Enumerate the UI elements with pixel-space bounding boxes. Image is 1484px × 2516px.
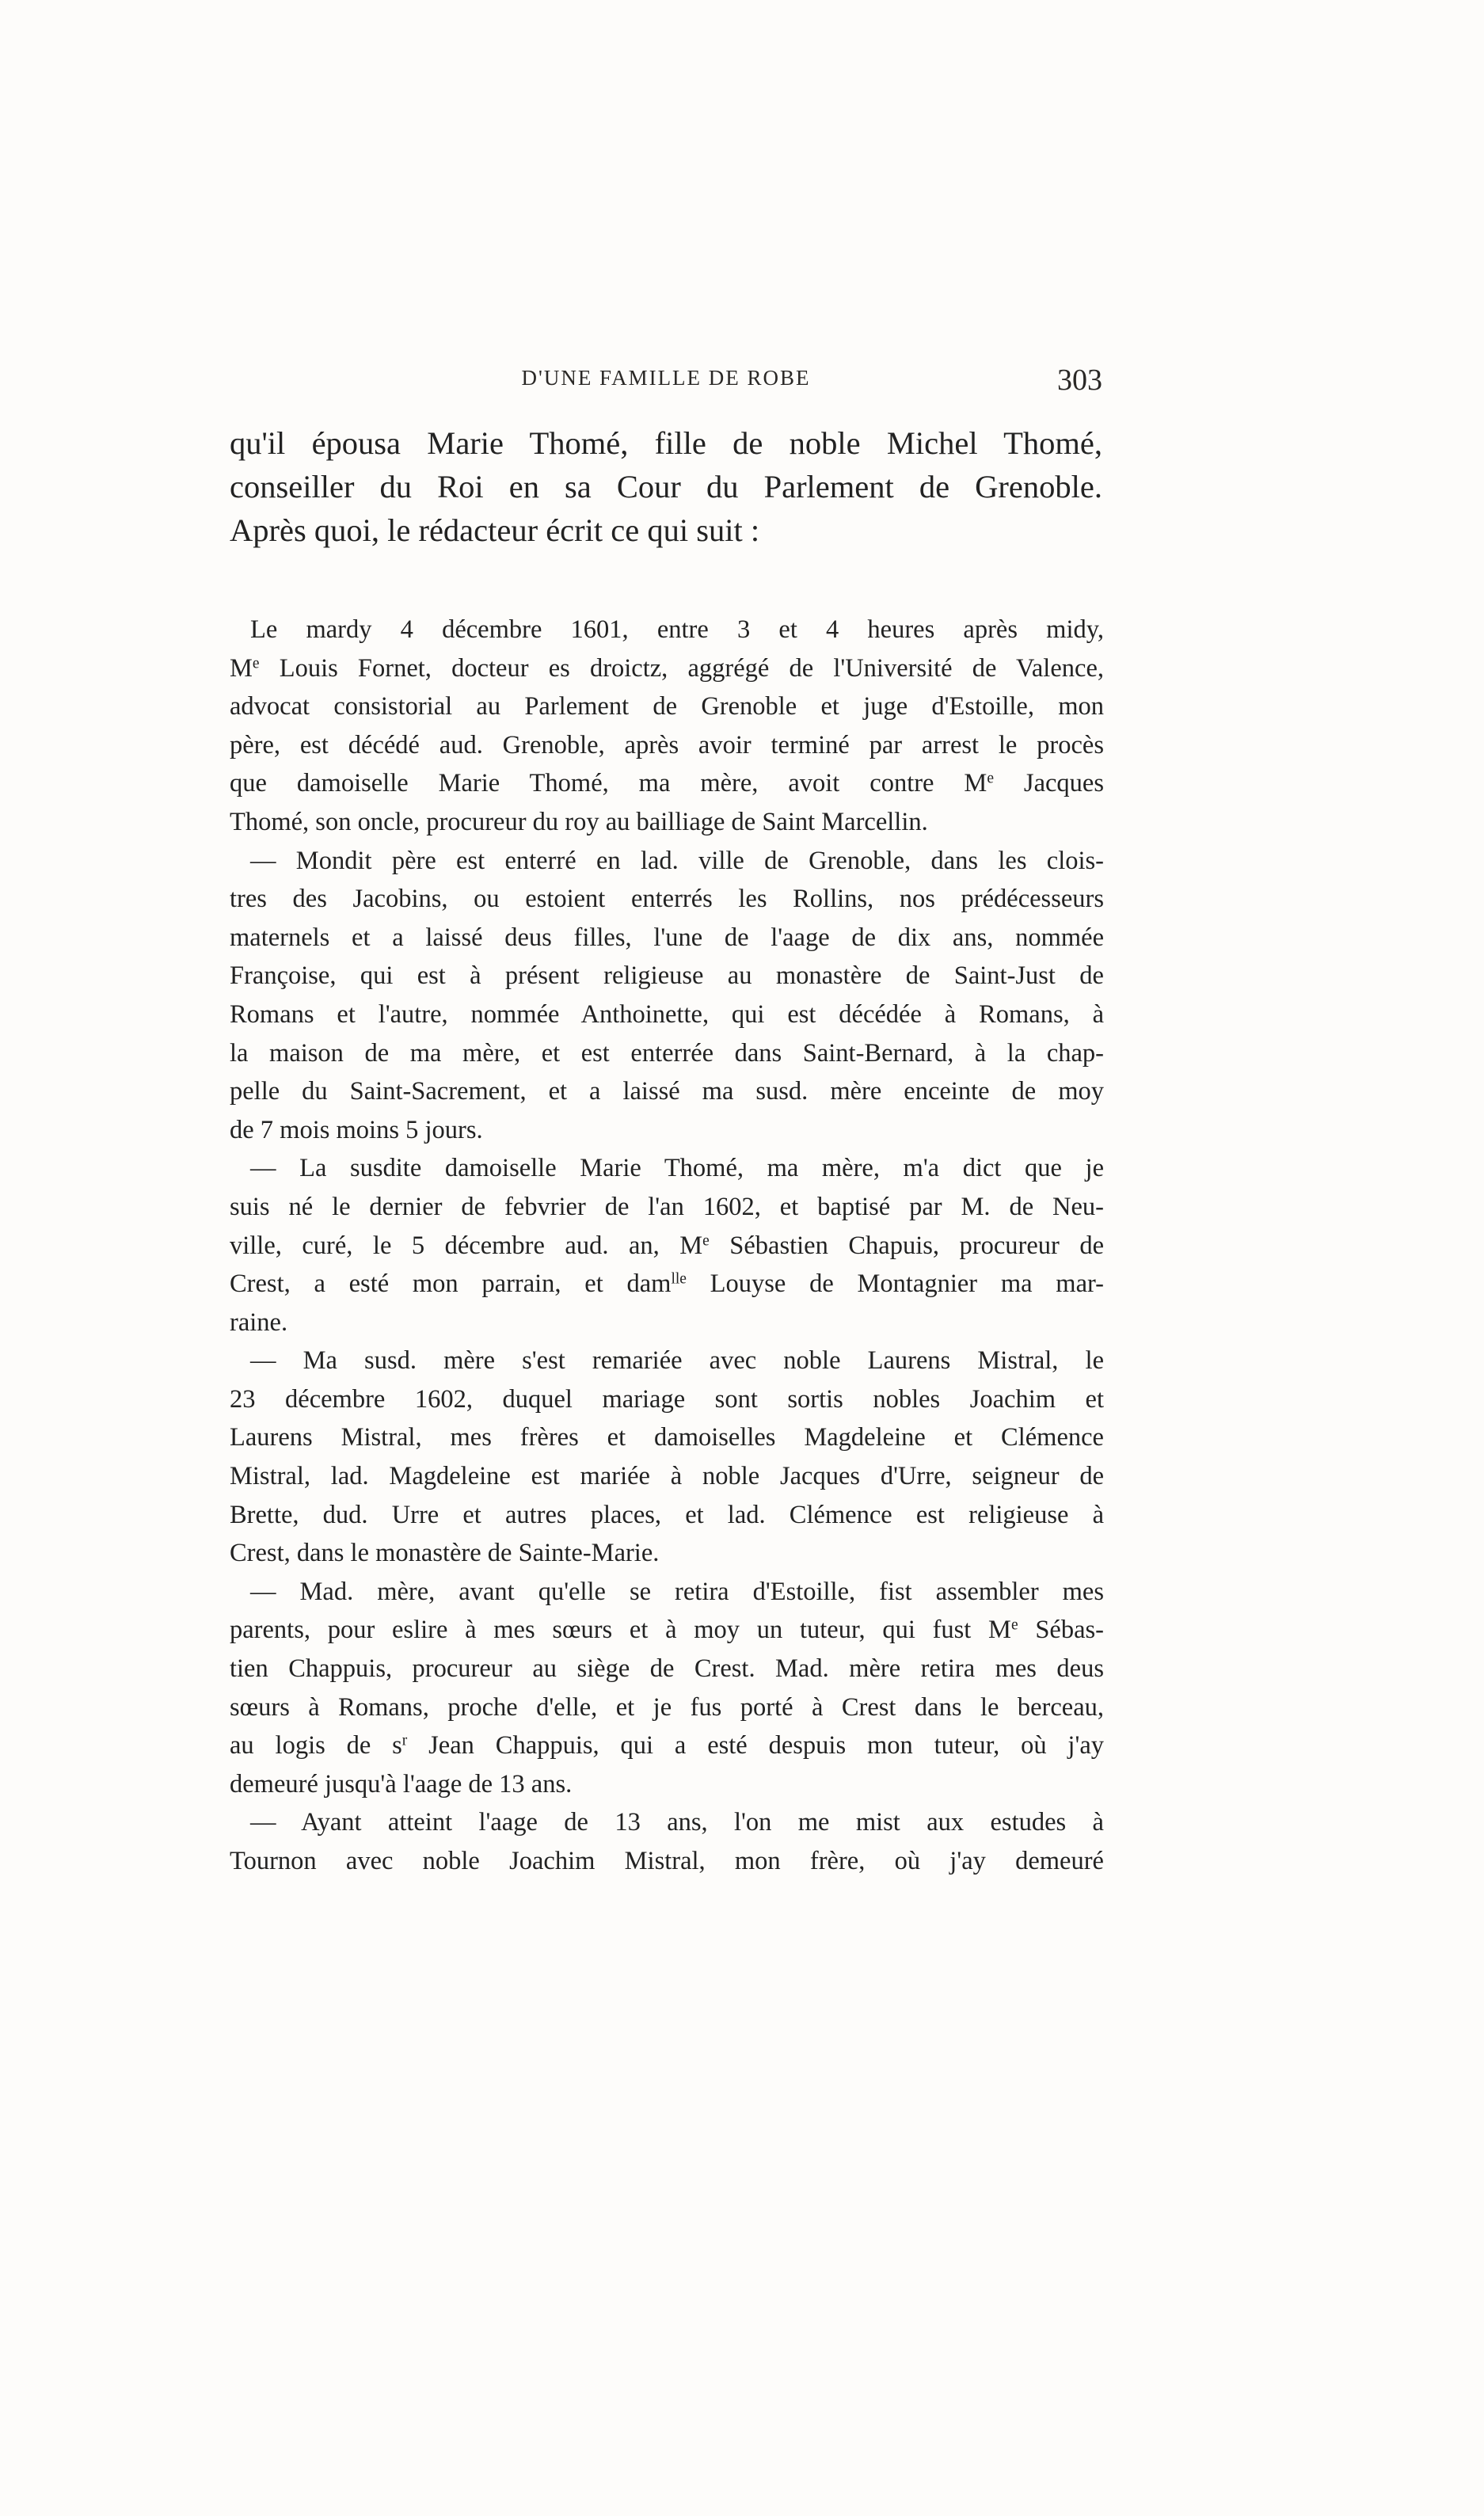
intro-line: Après quoi, le rédacteur écrit ce qui suit : [230,512,760,548]
text-line: parents, pour eslire à mes sœurs et à moy un tuteur, qui fust Me Sébas- [230,1616,1104,1645]
paragraph [230,1149,1104,1342]
text-line: Le mardy 4 décembre 1601, entre 3 et 4 heures après midy, [250,615,1104,644]
text-line: demeuré jusqu'à l'aage de 13 ans. [230,1769,573,1799]
text-line: — Ayant atteint l'aage de 13 ans, l'on me mist aux estudes à [250,1808,1104,1837]
text-line: Crest, a esté mon parrain, et dam$^{lle}$ Louyse de Montagnier ma mar- [230,1269,1104,1299]
running-title: D'UNE FAMILLE DE ROBE [521,366,811,390]
page-number: 303 [1057,364,1102,397]
text-line: Crest, dans le monastère de Sainte-Marie. [230,1539,660,1568]
text-line: que damoiselle Marie Thomé, ma mère, avoit contre Me Jacques [230,769,1104,798]
intro-line: qu'il épousa Marie Thomé, fille de noble Michel Thomé, [230,425,1102,461]
intro-paragraph [230,421,1102,552]
text-line: pelle du Saint-Sacrement, et a laissé ma susd. mère enceinte de moy [230,1077,1104,1106]
text-line: Tournon avec noble Joachim Mistral, mon frère, où j'ay demeuré [230,1847,1104,1875]
quoted-text-block [230,611,1104,1881]
running-head [230,366,1102,413]
text-line: tres des Jacobins, ou estoient enterrés les Rollins, nos prédécesseurs [230,885,1104,914]
text-line: — Mondit père est enterré en lad. ville de Grenoble, dans les clois- [250,846,1104,875]
text-line: la maison de ma mère, et est enterrée dans Saint-Bernard, à la chap- [230,1038,1104,1068]
text-line: Laurens Mistral, mes frères et damoiselles Magdeleine et Clémence [230,1423,1104,1452]
text-line: — La susdite damoiselle Marie Thomé, ma mère, m'a dict que je [250,1154,1104,1183]
text-line: Brette, dud. Urre et autres places, et lad. Clémence est religieuse à [230,1500,1104,1529]
paragraph [230,1573,1104,1804]
paragraph [230,611,1104,842]
paragraph [230,842,1104,1150]
text-line: Mistral, lad. Magdeleine est mariée à noble Jacques d'Urre, seigneur de [230,1462,1104,1491]
text-line: Thomé, son oncle, procureur du roy au bailliage de Saint Marcellin. [230,807,928,836]
text-line: sœurs à Romans, proche d'elle, et je fus porté à Crest dans le berceau, [230,1692,1104,1722]
text-line: de 7 mois moins 5 jours. [230,1115,483,1144]
paragraph [230,1342,1104,1573]
text-line: au logis de $s^r$ Jean Chappuis, qui a esté despuis mon tuteur, où j'ay [230,1731,1104,1760]
text-line: — Mad. mère, avant qu'elle se retira d'Estoille, fist assembler mes [250,1577,1104,1606]
paragraph [230,1803,1104,1880]
text-line: Françoise, qui est à présent religieuse au monastère de Saint-Just de [230,961,1104,991]
text-line: raine. [230,1307,288,1337]
text-line: advocat consistorial au Parlement de Grenoble et juge d'Estoille, mon [230,692,1104,721]
intro-line: conseiller du Roi en sa Cour du Parlement de Grenoble. [230,469,1102,504]
text-line: maternels et a laissé deus filles, l'une de l'aage de dix ans, nommée [230,923,1104,952]
text-line: 23 décembre 1602, duquel mariage sont sortis nobles Joachim et [230,1384,1104,1414]
text-line: — Ma susd. mère s'est remariée avec noble Laurens Mistral, le [250,1346,1104,1376]
text-line: père, est décédé aud. Grenoble, après avoir terminé par arrest le procès [230,730,1104,759]
text-line: ville, curé, le 5 décembre aud. an, Me Sébastien Chapuis, procureur de [230,1231,1104,1260]
text-line: suis né le dernier de febvrier de l'an 1602, et baptisé par M. de Neu- [230,1192,1104,1221]
text-line: Romans et l'autre, nommée Anthoinette, qui est décédée à Romans, à [230,999,1104,1029]
text-line: Me Louis Fornet, docteur es droictz, aggrégé de l'Université de Valence, [230,653,1104,683]
text-line: tien Chappuis, procureur au siège de Crest. Mad. mère retira mes deus [230,1654,1104,1684]
